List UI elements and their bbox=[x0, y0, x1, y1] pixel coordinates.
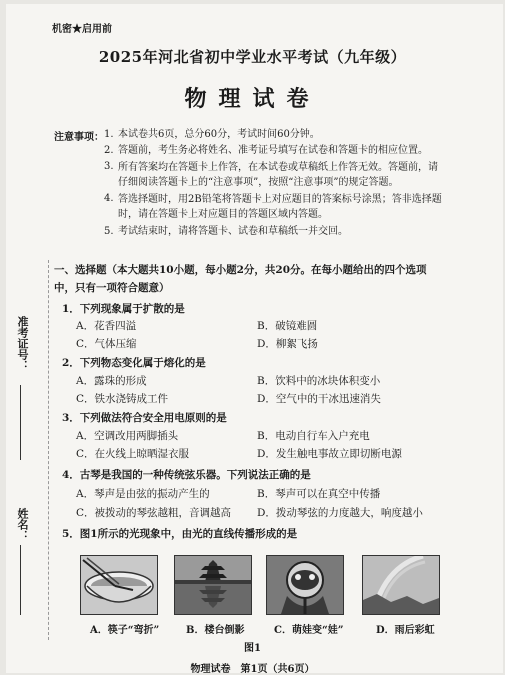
question-2-option-c: C．铁水浇铸成工件 bbox=[76, 393, 169, 405]
name-label: 姓名： bbox=[16, 508, 29, 541]
notice-item bbox=[104, 160, 444, 190]
exam-number-blank bbox=[20, 385, 21, 460]
notice-item-text: 所有答案均在答题卡上作答，在本试卷或草稿纸上作答无效。答题前，请仔细阅读答题卡上的“注意事项”，按照“注意事项”的规定答题。 bbox=[118, 162, 438, 188]
question-1-option-d: D．柳絮飞扬 bbox=[257, 338, 318, 350]
notice-item-text: 答题前，考生务必将姓名、准考证号填写在试卷和答题卡的相应位置。 bbox=[118, 145, 428, 156]
child-magnifier-image bbox=[266, 555, 344, 615]
notice-item-text: 本试卷共6页，总分60分，考试时间60分钟。 bbox=[118, 129, 320, 140]
notice-item-number: 1. bbox=[104, 129, 114, 140]
notice-item bbox=[104, 225, 444, 238]
notice-item-number: 5. bbox=[104, 226, 114, 237]
question-1-option-c: C．气体压缩 bbox=[76, 338, 137, 350]
figure-caption-b: B．楼台倒影 bbox=[186, 625, 245, 636]
section-title: 一、选择题（本大题共10小题，每小题2分，共20分。在每小题给出的四个选项中，只有一项符合题意） bbox=[54, 264, 427, 294]
question-5-stem: 5．图1所示的光现象中，由光的直线传播形成的是 bbox=[62, 528, 298, 540]
question-4-option-c: C．被拨动的琴弦越粗，音调越高 bbox=[76, 507, 232, 519]
notice-item-number: 2. bbox=[104, 145, 114, 156]
question-1-option-b: B．破镜难圆 bbox=[257, 320, 318, 332]
exam-title: 2025年河北省初中学业水平考试（九年级） bbox=[98, 48, 407, 66]
question-2-stem: 2．下列物态变化属于熔化的是 bbox=[62, 357, 206, 369]
chopsticks-in-bowl-image bbox=[80, 555, 158, 615]
question-3-option-b: B．电动自行车入户充电 bbox=[257, 430, 370, 442]
question-3-option-a: A．空调改用两脚插头 bbox=[76, 430, 179, 442]
pagoda-reflection-image bbox=[174, 555, 252, 615]
notice-item-number: 4. bbox=[104, 193, 114, 204]
notice-item-text: 答选择题时，用2B铅笔将答题卡上对应题目的答案标号涂黑；答非选择题时，请在答题卡上对应题目的答题区域内答题。 bbox=[118, 194, 442, 220]
notice-item-text: 考试结束时，请将答题卡、试卷和草稿纸一并交回。 bbox=[118, 226, 348, 237]
exam-number-label: 准考证号： bbox=[16, 316, 29, 371]
question-2-option-b: B．饮料中的冰块体积变小 bbox=[257, 375, 381, 387]
question-4-option-a: A．琴声是由弦的振动产生的 bbox=[76, 488, 210, 500]
figure-caption-a: A．筷子“弯折” bbox=[90, 625, 160, 636]
subject-title: 物理试卷 bbox=[184, 86, 321, 112]
question-4-option-b: B．琴声可以在真空中传播 bbox=[257, 488, 381, 500]
page-footer: 物理试卷 第1页（共6页） bbox=[190, 664, 315, 675]
binding-margin-line bbox=[48, 260, 49, 640]
name-blank bbox=[20, 545, 21, 615]
question-4-stem: 4．古琴是我国的一种传统弦乐器。下列说法正确的是 bbox=[62, 469, 311, 481]
notice-item-number: 3. bbox=[104, 161, 114, 172]
notice-label: 注意事项： bbox=[54, 132, 104, 143]
question-3-option-d: D．发生触电事故立即切断电源 bbox=[257, 448, 402, 460]
confidential-mark: 机密★启用前 bbox=[52, 24, 112, 35]
question-2-option-d: D．空气中的干冰迅速消失 bbox=[257, 393, 381, 405]
question-3-stem: 3．下列做法符合安全用电原则的是 bbox=[62, 412, 227, 424]
notice-item bbox=[104, 192, 444, 222]
question-4-option-d: D．拨动琴弦的力度越大，响度越小 bbox=[257, 507, 423, 519]
figure-caption-d: D．雨后彩虹 bbox=[376, 625, 435, 636]
question-2-option-a: A．露珠的形成 bbox=[76, 375, 147, 387]
question-1-option-a: A．花香四溢 bbox=[76, 320, 137, 332]
notice-item bbox=[104, 144, 444, 157]
figure-label: 图1 bbox=[244, 643, 261, 654]
question-1-stem: 1．下列现象属于扩散的是 bbox=[62, 303, 185, 315]
figure-caption-c: C．萌娃变“娃” bbox=[274, 625, 344, 636]
question-3-option-c: C．在火线上晾晒湿衣服 bbox=[76, 448, 190, 460]
notice-item bbox=[104, 128, 444, 141]
rainbow-image bbox=[362, 555, 440, 615]
